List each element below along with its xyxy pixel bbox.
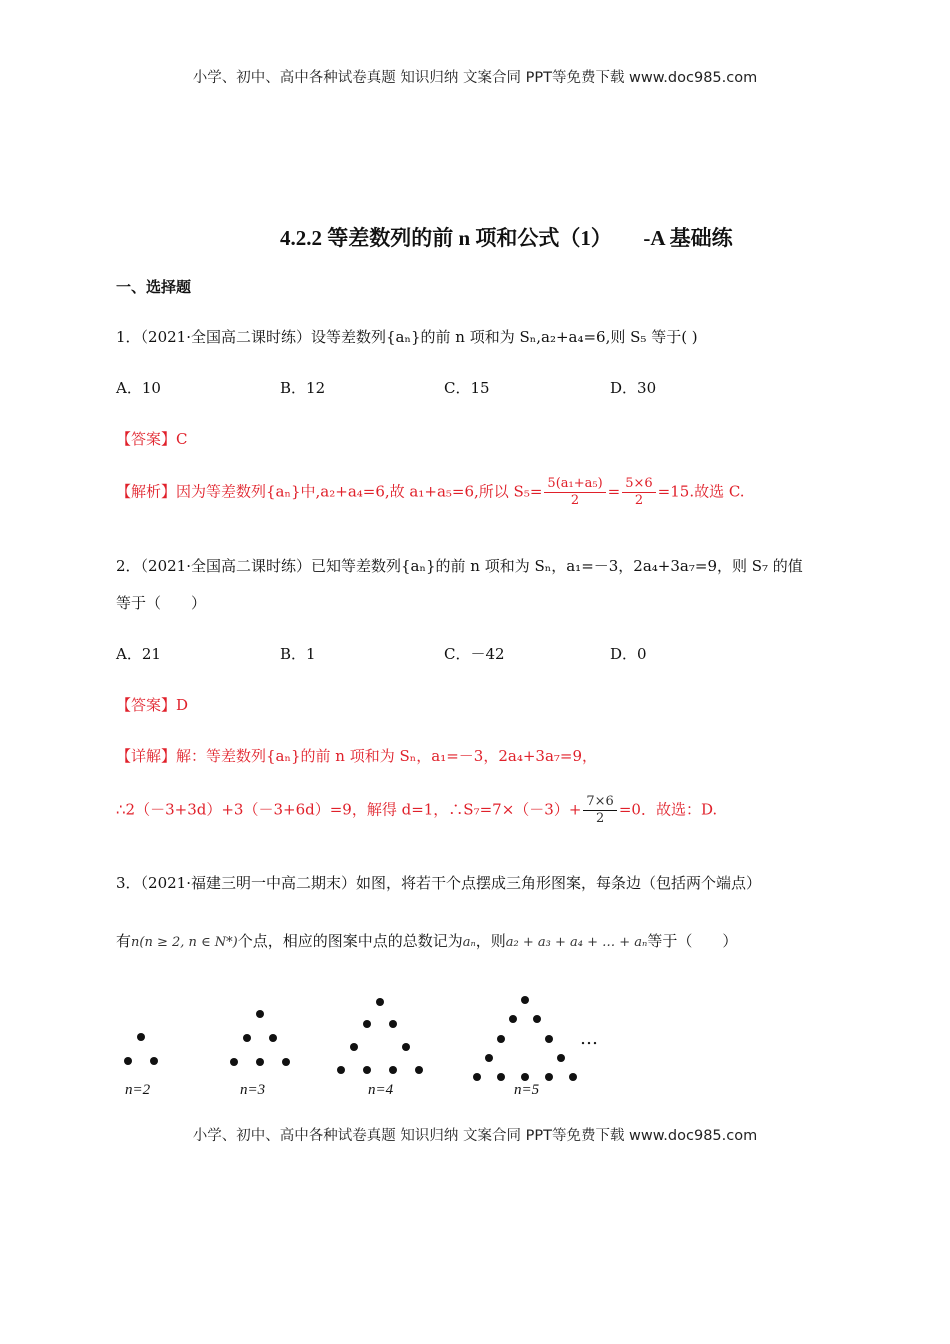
q1-option-a: A．10	[116, 379, 161, 397]
q2-answer-value: D	[176, 696, 189, 714]
q1-equals: =	[607, 482, 621, 501]
q1-analysis-end: =15.故选 C.	[657, 482, 745, 501]
q3-text-mid: 个点，相应的图案中点的总数记为	[237, 932, 463, 950]
q1-analysis-label: 【解析】	[116, 482, 177, 501]
q2-detail-text: 解：等差数列{aₙ}的前 n 项和为 Sₙ，a₁=－3，2a₄+3a₇=9，	[176, 747, 598, 765]
dot	[243, 1034, 251, 1042]
dot	[337, 1066, 345, 1074]
q2-detail-line2-end: =0．故选：D.	[618, 800, 718, 819]
question-1-stem: 1．（2021·全国高二课时练）设等差数列{aₙ}的前 n 项和为 Sₙ,a₂+a₄=6,则 S₅ 等于( )	[116, 328, 698, 346]
q3-text-you: 有	[116, 932, 132, 950]
q1-fraction-2-num: 5×6	[622, 476, 655, 493]
q1-fraction-1-den: 2	[570, 493, 580, 508]
q3-math-an: aₙ	[462, 935, 476, 950]
dot	[256, 1058, 264, 1066]
q1-answer-label: 【答案】	[116, 430, 177, 448]
q1-answer	[116, 428, 188, 449]
q3-text-mid2: ，则	[475, 932, 506, 950]
section-heading: 一、选择题	[116, 278, 192, 296]
dot	[485, 1054, 493, 1062]
q1-fraction-2	[622, 476, 655, 509]
dot	[545, 1073, 553, 1081]
pattern-n3	[230, 1010, 290, 1066]
q2-fraction	[583, 794, 616, 827]
q1-analysis	[116, 476, 745, 509]
q2-detail-line2-text: ∴2（－3+3d）+3（－3+6d）=9，解得 d=1，∴S₇=7×（－3）+	[116, 800, 582, 819]
q2-detail-line2	[116, 794, 717, 827]
q2-answer	[116, 694, 188, 715]
dot	[389, 1066, 397, 1074]
page-title: 4.2.2 等差数列的前 n 项和公式（1） -A 基础练	[280, 226, 733, 250]
q2-fraction-num: 7×6	[583, 794, 616, 811]
dot	[402, 1043, 410, 1051]
q3-math-sum: a₂ + a₃ + a₄ + … + aₙ	[505, 935, 648, 950]
q1-option-d: D．30	[610, 379, 657, 397]
question-2-stem-line1: 2．（2021·全国高二课时练）已知等差数列{aₙ}的前 n 项和为 Sₙ，a₁=－3，2a₄+3a₇=9，则 S₇ 的值	[116, 557, 803, 575]
pattern-n2	[124, 1033, 158, 1065]
question-3-stem-line1: 3．（2021·福建三明一中高二期末）如图，将若干个点摆成三角形图案，每条边（包括两个端点）	[116, 874, 761, 892]
dot	[569, 1073, 577, 1081]
dot	[150, 1057, 158, 1065]
q1-fraction-1	[544, 476, 605, 509]
dot	[557, 1054, 565, 1062]
q1-fraction-2-den: 2	[634, 493, 644, 508]
dot	[497, 1073, 505, 1081]
dot	[509, 1015, 517, 1023]
q1-option-c: C．15	[444, 379, 490, 397]
figure-ellipsis: …	[580, 1028, 598, 1049]
dot	[389, 1020, 397, 1028]
dot	[269, 1034, 277, 1042]
dot	[124, 1057, 132, 1065]
q2-fraction-den: 2	[595, 811, 605, 826]
question-2-stem-line2: 等于（ ）	[116, 594, 207, 612]
dot	[363, 1066, 371, 1074]
figure-label-n3: n=3	[240, 1082, 266, 1098]
q2-option-c: C．－42	[444, 645, 505, 663]
dot	[256, 1010, 264, 1018]
dot	[533, 1015, 541, 1023]
q2-detail-line1	[116, 745, 597, 766]
q3-text-end: 等于（ ）	[647, 932, 738, 950]
q2-detail-label: 【详解】	[116, 747, 177, 765]
dot	[521, 1073, 529, 1081]
q3-math-n: n(n ≥ 2, n ∈ N*)	[131, 935, 238, 950]
dot	[363, 1020, 371, 1028]
q2-option-b: B．1	[280, 645, 316, 663]
q1-analysis-text: 因为等差数列{aₙ}中,a₂+a₄=6,故 a₁+a₅=6,所以 S₅=	[176, 482, 543, 501]
dot	[545, 1035, 553, 1043]
pattern-n4	[337, 998, 423, 1074]
q2-option-a: A．21	[116, 645, 161, 663]
q2-answer-label: 【答案】	[116, 696, 177, 714]
dot	[137, 1033, 145, 1041]
q1-fraction-1-num: 5(a₁+a₅)	[544, 476, 605, 493]
figure-label-n2: n=2	[125, 1082, 151, 1098]
dot	[376, 998, 384, 1006]
page-footer: 小学、初中、高中各种试卷真题 知识归纳 文案合同 PPT等免费下载 www.doc985.com	[192, 1128, 758, 1144]
figure-label-n4: n=4	[368, 1082, 394, 1098]
dot	[282, 1058, 290, 1066]
q2-option-d: D．0	[610, 645, 647, 663]
dot	[230, 1058, 238, 1066]
q1-answer-value: C	[176, 430, 188, 448]
q1-option-b: B．12	[280, 379, 326, 397]
figure-label-n5: n=5	[514, 1082, 540, 1098]
dot	[350, 1043, 358, 1051]
page-header: 小学、初中、高中各种试卷真题 知识归纳 文案合同 PPT等免费下载 www.doc985.com	[192, 70, 758, 86]
dot	[473, 1073, 481, 1081]
dot	[521, 996, 529, 1004]
question-3-stem-line2	[116, 930, 737, 951]
pattern-n5	[473, 996, 577, 1081]
dot	[497, 1035, 505, 1043]
dot	[415, 1066, 423, 1074]
